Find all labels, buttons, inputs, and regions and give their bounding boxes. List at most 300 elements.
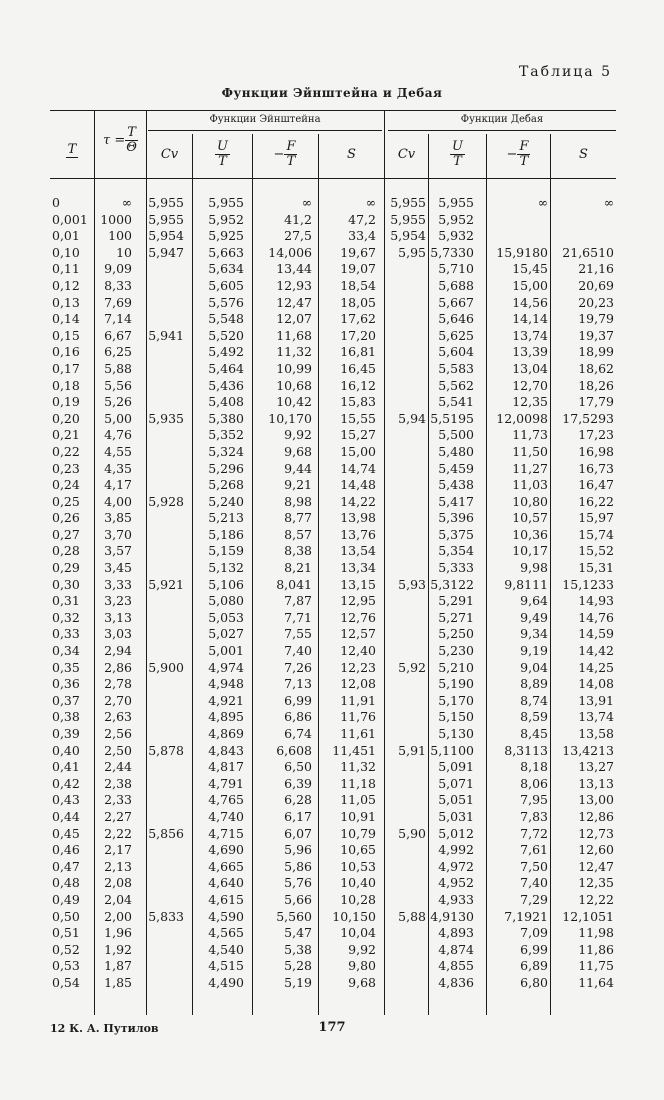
cell-f-einstein: 11,32 [276, 344, 312, 360]
cell-f-debye: 11,73 [512, 427, 548, 443]
cell-s-debye: 14,59 [578, 626, 614, 642]
cell-s-debye: 14,76 [578, 609, 614, 625]
cell-s-einstein: 12,23 [340, 659, 376, 675]
cell-s-debye: 16,47 [578, 477, 614, 493]
cell-f-einstein: 5,19 [284, 974, 312, 990]
cell-cv-einstein: 5,900 [148, 659, 184, 675]
cell-u-debye: 5,932 [438, 228, 474, 244]
cell-cv-einstein: 5,878 [148, 742, 184, 758]
cell-u-einstein: 4,843 [208, 742, 244, 758]
cell-T: 0,15 [52, 327, 80, 343]
table-row [0, 593, 664, 610]
cell-u-einstein: 4,515 [208, 958, 244, 974]
cell-u-einstein: 5,132 [208, 560, 244, 576]
cell-tau: 3,85 [104, 510, 132, 526]
cell-f-debye: 9,98 [520, 560, 548, 576]
cell-u-debye: 5,012 [438, 825, 474, 841]
header-T [50, 130, 94, 170]
cell-tau: 4,00 [104, 493, 132, 509]
cell-cv-einstein: 5,955 [148, 211, 184, 227]
cell-s-einstein: 10,28 [340, 891, 376, 907]
cell-u-einstein: 5,605 [208, 277, 244, 293]
cell-f-einstein: 9,44 [284, 460, 312, 476]
cell-u-debye: 4,855 [438, 958, 474, 974]
cell-tau: 4,35 [104, 460, 132, 476]
cell-s-debye: 17,79 [578, 394, 614, 410]
cell-s-debye: 20,23 [578, 294, 614, 310]
cell-f-debye: 7,50 [520, 858, 548, 874]
cell-u-debye: 5,291 [438, 593, 474, 609]
cell-s-debye: 11,64 [578, 974, 614, 990]
cell-f-einstein: 9,92 [284, 427, 312, 443]
table-title: Функции Эйнштейна и Дебая [221, 86, 443, 100]
cell-s-debye: 12,22 [578, 891, 614, 907]
cell-s-einstein: 11,32 [340, 759, 376, 775]
cell-f-einstein: 8,21 [284, 560, 312, 576]
cell-s-einstein: 15,00 [340, 443, 376, 459]
cell-f-einstein: 6,86 [284, 709, 312, 725]
table-row [0, 610, 664, 627]
table-row [0, 378, 664, 395]
header-f-den: T [286, 153, 296, 169]
table-row [0, 295, 664, 312]
cell-u-einstein: 4,615 [208, 891, 244, 907]
cell-f-debye: 10,80 [512, 493, 548, 509]
cell-f-einstein: 5,96 [284, 842, 312, 858]
cell-u-einstein: 4,590 [208, 908, 244, 924]
cell-cv-debye: 5,88 [398, 908, 426, 924]
table-row [0, 261, 664, 278]
cell-f-einstein: 7,40 [284, 643, 312, 659]
cell-f-einstein: 7,55 [284, 626, 312, 642]
cell-u-einstein: 5,296 [208, 460, 244, 476]
cell-tau: 7,69 [104, 294, 132, 310]
table-number: Таблица 5 [518, 64, 612, 80]
cell-T: 0,13 [52, 294, 80, 310]
cell-u-einstein: 5,352 [208, 427, 244, 443]
cell-f-debye: 7,29 [520, 891, 548, 907]
cell-u-debye: 5,190 [438, 676, 474, 692]
cell-tau: 1,92 [104, 941, 132, 957]
cell-T: 0,54 [52, 974, 80, 990]
cell-T: 0,49 [52, 891, 80, 907]
cell-T: 0,41 [52, 759, 80, 775]
cell-tau: 5,00 [104, 410, 132, 426]
table-row [0, 527, 664, 544]
cell-s-einstein: 10,91 [340, 808, 376, 824]
cell-f-einstein: 5,47 [284, 925, 312, 941]
cell-u-debye: 5,646 [438, 311, 474, 327]
cell-f-debye: 6,89 [520, 958, 548, 974]
cell-s-debye: 19,37 [578, 327, 614, 343]
cell-u-debye: 5,210 [438, 659, 474, 675]
cell-u-debye: 5,667 [438, 294, 474, 310]
cell-T: 0,45 [52, 825, 80, 841]
cell-f-debye: 8,06 [520, 775, 548, 791]
cell-f-einstein: 41,2 [284, 211, 312, 227]
cell-f-einstein: 7,87 [284, 593, 312, 609]
page-number: 177 [318, 1020, 346, 1035]
cell-u-einstein: 4,895 [208, 709, 244, 725]
cell-tau: 1,85 [104, 974, 132, 990]
cell-s-debye: 14,08 [578, 676, 614, 692]
cell-tau: 3,70 [104, 526, 132, 542]
table-row [0, 809, 664, 826]
cell-T: 0,16 [52, 344, 80, 360]
header-tau-den: Θ [126, 139, 137, 155]
cell-u-debye: 5,5195 [430, 410, 474, 426]
cell-s-einstein: 13,15 [340, 576, 376, 592]
cell-f-einstein: 6,39 [284, 775, 312, 791]
cell-f-debye: 7,09 [520, 925, 548, 941]
cell-f-debye: 8,74 [520, 692, 548, 708]
cell-u-debye: 5,952 [438, 211, 474, 227]
cell-f-debye: 7,72 [520, 825, 548, 841]
cell-f-einstein: 5,560 [276, 908, 312, 924]
cell-s-einstein: 15,27 [340, 427, 376, 443]
cell-s-debye: 17,23 [578, 427, 614, 443]
table-row [0, 643, 664, 660]
cell-s-debye: 15,31 [578, 560, 614, 576]
table-row [0, 543, 664, 560]
cell-s-debye: 16,73 [578, 460, 614, 476]
cell-cv-debye: 5,90 [398, 825, 426, 841]
cell-f-einstein: 5,76 [284, 875, 312, 891]
cell-tau: 6,25 [104, 344, 132, 360]
cell-T: 0,35 [52, 659, 80, 675]
cell-u-einstein: 5,955 [208, 195, 244, 210]
table-row [0, 228, 664, 245]
cell-cv-debye: 5,955 [390, 195, 426, 210]
cell-f-debye: 9,64 [520, 593, 548, 609]
cell-s-debye: 18,99 [578, 344, 614, 360]
table-row [0, 859, 664, 876]
cell-u-debye: 5,271 [438, 609, 474, 625]
cell-u-debye: 4,972 [438, 858, 474, 874]
cell-u-debye: 4,933 [438, 891, 474, 907]
cell-T: 0,36 [52, 676, 80, 692]
cell-f-einstein: 12,93 [276, 277, 312, 293]
cell-tau: 2,50 [104, 742, 132, 758]
table-row [0, 626, 664, 643]
table-row [0, 676, 664, 693]
cell-s-einstein: 12,08 [340, 676, 376, 692]
cell-s-einstein: 10,65 [340, 842, 376, 858]
cell-f-einstein: 13,44 [276, 261, 312, 277]
table-row [0, 311, 664, 328]
cell-tau: 2,63 [104, 709, 132, 725]
cell-s-debye: 18,62 [578, 360, 614, 376]
cell-s-einstein: 17,62 [340, 311, 376, 327]
cell-tau: 3,45 [104, 560, 132, 576]
cell-f-debye: 7,40 [520, 875, 548, 891]
cell-T: 0,12 [52, 277, 80, 293]
cell-u-einstein: 5,106 [208, 576, 244, 592]
table-row [0, 361, 664, 378]
header-f-minus: − [273, 146, 285, 162]
cell-u-einstein: 5,027 [208, 626, 244, 642]
cell-cv-einstein: 5,954 [148, 228, 184, 244]
cell-cv-debye: 5,93 [398, 576, 426, 592]
cell-f-einstein: 9,21 [284, 477, 312, 493]
cell-s-debye: 14,42 [578, 643, 614, 659]
cell-u-debye: 5,500 [438, 427, 474, 443]
cell-u-debye: 5,354 [438, 543, 474, 559]
cell-u-einstein: 5,436 [208, 377, 244, 393]
cell-f-debye: 12,35 [512, 394, 548, 410]
cell-s-einstein: 14,74 [340, 460, 376, 476]
cell-u-einstein: 5,380 [208, 410, 244, 426]
cell-f-debye: 10,36 [512, 526, 548, 542]
table-row [0, 660, 664, 677]
cell-f-debye: 14,14 [512, 311, 548, 327]
header-u-den: T [453, 153, 462, 169]
header-f-debye [487, 134, 550, 174]
cell-u-einstein: 5,663 [208, 244, 244, 260]
table-row [0, 328, 664, 345]
cell-tau: 1,87 [104, 958, 132, 974]
cell-u-debye: 5,396 [438, 510, 474, 526]
cell-s-debye: 21,6510 [562, 244, 614, 260]
header-f-minus: − [506, 146, 518, 162]
cell-u-einstein: 4,640 [208, 875, 244, 891]
cell-T: 0,17 [52, 360, 80, 376]
cell-cv-debye: 5,95 [398, 244, 426, 260]
cell-T: 0,24 [52, 477, 80, 493]
cell-f-einstein: 8,041 [276, 576, 312, 592]
cell-T: 0 [52, 195, 60, 210]
cell-T: 0,47 [52, 858, 80, 874]
cell-tau: 5,26 [104, 394, 132, 410]
cell-tau: 2,08 [104, 875, 132, 891]
cell-f-einstein: 14,006 [268, 244, 312, 260]
cell-s-einstein: 12,76 [340, 609, 376, 625]
cell-s-einstein: 10,79 [340, 825, 376, 841]
cell-u-einstein: 5,925 [208, 228, 244, 244]
cell-s-einstein: 17,20 [340, 327, 376, 343]
table-row [0, 577, 664, 594]
cell-s-debye: 12,73 [578, 825, 614, 841]
cell-cv-debye: 5,954 [390, 228, 426, 244]
cell-tau: 3,57 [104, 543, 132, 559]
cell-f-einstein: 5,66 [284, 891, 312, 907]
table-row [0, 344, 664, 361]
cell-u-einstein: 4,921 [208, 692, 244, 708]
cell-T: 0,48 [52, 875, 80, 891]
cell-tau: 2,70 [104, 692, 132, 708]
signature-line: 12 К. А. Путилов [50, 1022, 159, 1035]
cell-u-einstein: 5,053 [208, 609, 244, 625]
cell-tau: 2,13 [104, 858, 132, 874]
cell-tau: ∞ [121, 195, 132, 210]
cell-s-einstein: 9,92 [348, 941, 376, 957]
cell-s-einstein: 19,67 [340, 244, 376, 260]
cell-s-einstein: 9,68 [348, 974, 376, 990]
cell-f-debye: 11,27 [512, 460, 548, 476]
cell-f-debye: 14,56 [512, 294, 548, 310]
cell-u-einstein: 5,324 [208, 443, 244, 459]
cell-s-einstein: 13,76 [340, 526, 376, 542]
cell-f-debye: 15,00 [512, 277, 548, 293]
cell-T: 0,29 [52, 560, 80, 576]
cell-u-debye: 5,417 [438, 493, 474, 509]
cell-tau: 2,04 [104, 891, 132, 907]
cell-s-einstein: 11,61 [340, 726, 376, 741]
cell-u-debye: 5,710 [438, 261, 474, 277]
cell-T: 0,50 [52, 908, 80, 924]
cell-f-debye: 13,39 [512, 344, 548, 360]
cell-u-debye: 5,375 [438, 526, 474, 542]
cell-u-einstein: 4,869 [208, 726, 244, 741]
cell-tau: 4,55 [104, 443, 132, 459]
cell-u-einstein: 5,268 [208, 477, 244, 493]
cell-u-einstein: 4,974 [208, 659, 244, 675]
cell-tau: 2,33 [104, 792, 132, 808]
cell-u-einstein: 5,159 [208, 543, 244, 559]
cell-T: 0,11 [52, 261, 80, 277]
header-u-den: T [218, 153, 227, 169]
cell-f-einstein: 6,74 [284, 726, 312, 741]
cell-tau: 2,27 [104, 808, 132, 824]
cell-f-debye: 9,19 [520, 643, 548, 659]
cell-u-debye: 5,438 [438, 477, 474, 493]
header-s-debye: S [579, 146, 588, 162]
cell-cv-einstein: 5,921 [148, 576, 184, 592]
cell-T: 0,25 [52, 493, 80, 509]
cell-f-debye: 7,61 [520, 842, 548, 858]
cell-tau: 7,14 [104, 311, 132, 327]
cell-s-einstein: 13,54 [340, 543, 376, 559]
cell-s-debye: 12,86 [578, 808, 614, 824]
cell-T: 0,27 [52, 526, 80, 542]
cell-s-debye: 18,26 [578, 377, 614, 393]
cell-tau: 3,23 [104, 593, 132, 609]
table-row [0, 925, 664, 942]
cell-f-einstein: 9,68 [284, 443, 312, 459]
cell-s-einstein: 14,48 [340, 477, 376, 493]
table-row [0, 892, 664, 909]
cell-f-einstein: 6,50 [284, 759, 312, 775]
cell-u-einstein: 5,492 [208, 344, 244, 360]
cell-u-debye: 5,583 [438, 360, 474, 376]
table-row [0, 195, 664, 212]
top-rule [50, 110, 616, 111]
cell-s-debye: 13,74 [578, 709, 614, 725]
cell-T: 0,44 [52, 808, 80, 824]
table-row [0, 411, 664, 428]
cell-s-einstein: 18,05 [340, 294, 376, 310]
cell-s-einstein: 47,2 [348, 211, 376, 227]
cell-s-einstein: 10,150 [332, 908, 376, 924]
cell-u-einstein: 5,952 [208, 211, 244, 227]
table-row [0, 842, 664, 859]
cell-s-einstein: 16,81 [340, 344, 376, 360]
cell-f-einstein: 7,71 [284, 609, 312, 625]
cell-u-debye: 5,333 [438, 560, 474, 576]
cell-s-debye: 14,93 [578, 593, 614, 609]
table-row [0, 560, 664, 577]
cell-u-debye: 5,955 [438, 195, 474, 210]
cell-s-debye: 19,79 [578, 311, 614, 327]
cell-f-debye: 8,89 [520, 676, 548, 692]
cell-u-einstein: 4,817 [208, 759, 244, 775]
cell-f-einstein: 5,86 [284, 858, 312, 874]
cell-f-einstein: 10,68 [276, 377, 312, 393]
cell-u-einstein: 5,408 [208, 394, 244, 410]
header-tau-num: T [127, 124, 136, 140]
cell-s-debye: 13,27 [578, 759, 614, 775]
cell-s-einstein: 9,80 [348, 958, 376, 974]
cell-u-debye: 5,459 [438, 460, 474, 476]
cell-u-einstein: 5,576 [208, 294, 244, 310]
cell-u-einstein: 5,001 [208, 643, 244, 659]
cell-tau: 1,96 [104, 925, 132, 941]
cell-u-einstein: 5,186 [208, 526, 244, 542]
table-row [0, 444, 664, 461]
cell-cv-debye: 5,91 [398, 742, 426, 758]
cell-u-debye: 4,992 [438, 842, 474, 858]
header-cv-debye: Cv [397, 146, 416, 162]
header-tau [95, 120, 146, 160]
cell-tau: 3,03 [104, 626, 132, 642]
table-row [0, 494, 664, 511]
cell-u-einstein: 5,213 [208, 510, 244, 526]
cell-u-einstein: 4,490 [208, 974, 244, 990]
cell-s-debye: 15,1233 [562, 576, 614, 592]
cell-s-debye: 16,98 [578, 443, 614, 459]
cell-cv-debye: 5,94 [398, 410, 426, 426]
table-row [0, 942, 664, 959]
cell-tau: 2,22 [104, 825, 132, 841]
cell-f-einstein: 6,28 [284, 792, 312, 808]
cell-tau: 100 [108, 228, 132, 244]
table-row [0, 510, 664, 527]
cell-tau: 3,13 [104, 609, 132, 625]
cell-s-einstein: 12,40 [340, 643, 376, 659]
cell-T: 0,39 [52, 726, 80, 741]
cell-tau: 2,44 [104, 759, 132, 775]
header-bottom-rule [50, 178, 616, 179]
cell-u-debye: 5,031 [438, 808, 474, 824]
cell-T: 0,42 [52, 775, 80, 791]
cell-s-einstein: 10,53 [340, 858, 376, 874]
cell-T: 0,51 [52, 925, 80, 941]
cell-f-debye: 9,34 [520, 626, 548, 642]
cell-u-debye: 5,541 [438, 394, 474, 410]
table-row [0, 709, 664, 726]
header-f-den: T [519, 153, 529, 169]
table-row [0, 278, 664, 295]
cell-T: 0,32 [52, 609, 80, 625]
cell-s-einstein: 13,98 [340, 510, 376, 526]
cell-f-einstein: 8,57 [284, 526, 312, 542]
cell-tau: 4,17 [104, 477, 132, 493]
cell-s-debye: 15,74 [578, 526, 614, 542]
header-u-debye [429, 134, 486, 174]
cell-f-debye: 15,45 [512, 261, 548, 277]
cell-f-debye: 6,99 [520, 941, 548, 957]
cell-f-debye: 8,59 [520, 709, 548, 725]
cell-f-einstein: 6,608 [276, 742, 312, 758]
cell-s-debye: 13,13 [578, 775, 614, 791]
cell-u-debye: 5,562 [438, 377, 474, 393]
cell-T: 0,38 [52, 709, 80, 725]
table-row [0, 743, 664, 760]
cell-f-debye: 13,04 [512, 360, 548, 376]
cell-T: 0,21 [52, 427, 80, 443]
cell-s-einstein: 11,91 [340, 692, 376, 708]
cell-u-debye: 5,091 [438, 759, 474, 775]
